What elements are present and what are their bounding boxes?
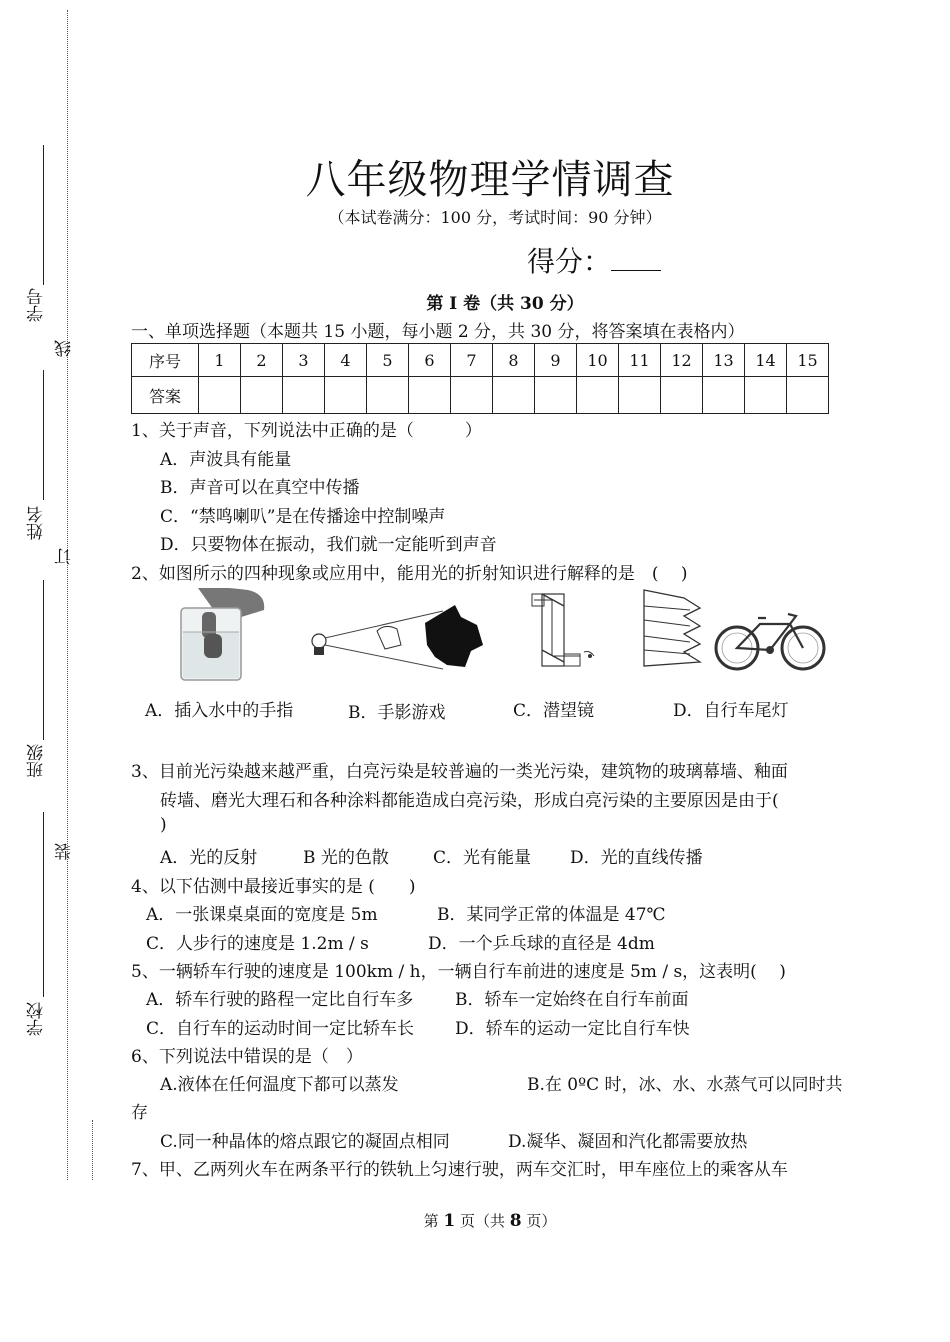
total-pages: 8 [509,1211,522,1231]
q4-option-c: C．人步行的速度是 1.2m / s [146,934,369,954]
margin-label-line: 线 [55,340,75,357]
score-label: 得分： [527,245,612,278]
finger-in-water-image [178,588,270,684]
margin-label-fold: 装 [55,843,75,860]
answer-cell[interactable] [325,377,367,414]
page-number: 1 [443,1211,456,1231]
binding-dotted-line-short [92,1120,93,1180]
q3-option-d: D．光的直线传播 [570,848,703,868]
table-number-cell: 1 [199,344,241,377]
answer-cell[interactable] [493,377,535,414]
page-footer [0,1210,950,1231]
table-row-answers [132,377,829,414]
table-number-cell: 6 [409,344,451,377]
q4-option-b: B．某同学正常的体温是 47℃ [437,905,666,925]
q4-stem: 4、以下估测中最接近事实的是 ( ) [131,877,416,897]
section-instruction: 一、单项选择题（本题共 15 小题，每小题 2 分，共 30 分，将答案填在表格内） [131,322,745,342]
answer-cell[interactable] [535,377,577,414]
table-number-cell: 5 [367,344,409,377]
q2-option-c: C．潜望镜 [513,701,595,721]
q6-option-b: B.在 0ºC 时，冰、水、水蒸气可以同时共 [527,1075,843,1095]
hand-shadow-image [305,605,485,673]
answer-cell[interactable] [241,377,283,414]
q5-option-d: D．轿车的运动一定比自行车快 [455,1019,690,1039]
table-number-cell: 9 [535,344,577,377]
score-blank[interactable] [611,248,661,271]
answer-cell[interactable] [283,377,325,414]
q2-option-b: B．手影游戏 [348,703,446,723]
answer-cell[interactable] [199,377,241,414]
answer-cell[interactable] [745,377,787,414]
answer-cell[interactable] [577,377,619,414]
table-number-cell: 3 [283,344,325,377]
q5-stem: 5、一辆轿车行驶的速度是 100km / h，一辆自行车前进的速度是 5m / s，这表明( ) [131,962,786,982]
table-number-cell: 13 [703,344,745,377]
periscope-diagram [530,590,602,670]
q1-option-b: B．声音可以在真空中传播 [160,478,360,498]
q7-stem: 7、甲、乙两列火车在两条平行的铁轨上匀速行驶，两车交汇时，甲车座位上的乘客从车 [131,1160,788,1180]
footer-middle: 页（共 [455,1212,510,1230]
answer-cell[interactable] [661,377,703,414]
score-field[interactable] [527,240,661,280]
school-blank[interactable] [43,812,44,997]
q1-option-a: A．声波具有能量 [160,450,292,470]
footer-suffix: 页） [521,1212,557,1230]
answer-cell[interactable] [703,377,745,414]
exam-subtitle: （本试卷满分：100 分，考试时间：90 分钟） [328,208,662,227]
q6-stem: 6、下列说法中错误的是（ ） [131,1047,363,1067]
table-number-cell: 4 [325,344,367,377]
q2-option-d: D．自行车尾灯 [673,701,789,721]
table-number-cell: 15 [787,344,829,377]
table-number-cell: 14 [745,344,787,377]
table-number-cell: 10 [577,344,619,377]
margin-label-school: 学校 [27,1002,47,1036]
q3-stem-line1: 3、目前光污染越来越严重，白亮污染是较普遍的一类光污染，建筑物的玻璃幕墙、釉面 [131,762,788,782]
answer-cell[interactable] [451,377,493,414]
q3-option-b: B 光的色散 [303,848,389,868]
q4-option-a: A．一张课桌桌面的宽度是 5m [146,905,378,925]
q5-option-c: C．自行车的运动时间一定比轿车长 [146,1019,415,1039]
q3-stem-line3: ) [160,815,167,835]
exam-title: 八年级物理学情调查 [305,157,675,203]
q5-option-b: B．轿车一定始终在自行车前面 [455,990,689,1010]
q1-option-d: D．只要物体在振动，我们就一定能听到声音 [160,535,497,555]
q3-stem-line2: 砖墙、磨光大理石和各种涂料都能造成白亮污染，形成白亮污染的主要原因是由于( [160,791,779,811]
q3-option-c: C．光有能量 [433,848,532,868]
table-header-answer: 答案 [132,377,199,414]
answer-cell[interactable] [787,377,829,414]
q2-stem: 2、如图所示的四种现象或应用中，能用光的折射知识进行解释的是 ( ) [131,564,688,584]
table-header-number: 序号 [132,344,199,377]
table-number-cell: 8 [493,344,535,377]
margin-label-class: 班级 [27,744,47,778]
footer-prefix: 第 [423,1212,444,1230]
answer-cell[interactable] [367,377,409,414]
name-blank[interactable] [43,370,44,500]
q6-option-c: C.同一种晶体的熔点跟它的凝固点相同 [160,1132,450,1152]
q6-option-b-continued: 存 [131,1103,148,1123]
answer-cell[interactable] [619,377,661,414]
q1-stem: 1、关于声音，下列说法中正确的是（ ） [131,421,482,441]
margin-label-bind: 订 [55,548,75,565]
class-blank[interactable] [43,580,44,740]
q4-option-d: D．一个乒乓球的直径是 4dm [428,934,655,954]
q5-option-a: A．轿车行驶的路程一定比自行车多 [146,990,414,1010]
section-title: 第 I 卷（共 30 分） [426,294,584,314]
q1-option-c: C．“禁鸣喇叭”是在传播途中控制噪声 [160,507,446,527]
answer-table [131,343,829,414]
answer-cell[interactable] [409,377,451,414]
q2-option-a: A．插入水中的手指 [145,701,294,721]
bicycle-reflector-image [640,588,830,672]
table-number-cell: 7 [451,344,493,377]
margin-label-student-id: 学号 [27,288,47,322]
table-row-numbers [132,344,829,377]
table-number-cell: 2 [241,344,283,377]
q6-option-a: A.液体在任何温度下都可以蒸发 [160,1075,399,1095]
q3-option-a: A．光的反射 [160,848,258,868]
table-number-cell: 12 [661,344,703,377]
q6-option-d: D.凝华、凝固和汽化都需要放热 [508,1132,748,1152]
table-number-cell: 11 [619,344,661,377]
margin-label-name: 姓名 [27,506,47,540]
